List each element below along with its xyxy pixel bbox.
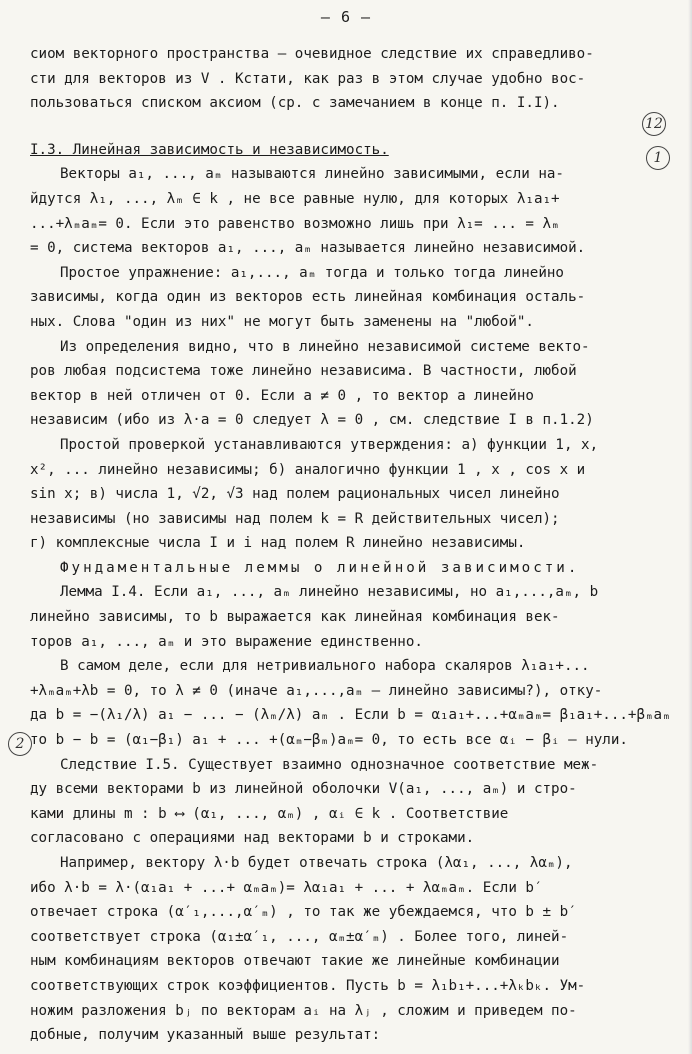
- text-line: торов a₁, ..., aₘ и это выражение единственно.: [30, 633, 423, 650]
- text-line: независим (ибо из λ·a = 0 следует λ = 0 , см. следствие I в п.1.2): [30, 412, 594, 429]
- text-line: независимы (но зависимы над полем k = R действительных чисел);: [30, 510, 560, 527]
- text-line: Простое упражнение: a₁,..., aₘ тогда и только тогда линейно: [60, 264, 564, 281]
- text-line: Векторы a₁, ..., aₘ называются линейно зависимыми, если на-: [60, 166, 564, 183]
- text-line: сти для векторов из V . Кстати, как раз в этом случае удобно вос-: [30, 70, 586, 87]
- paragraph-gap: [30, 116, 670, 138]
- text-line: вектор в ней отличен от 0. Если a ≠ 0 , то вектор a линейно: [30, 387, 534, 404]
- text-line: ками длины m : b ⟷ (α₁, ..., αₘ) , αᵢ ∈ k . Соответствие: [30, 805, 509, 822]
- text-line: йдутся λ₁, ..., λₘ ∈ k , не все равные нулю, для которых λ₁a₁+: [30, 190, 560, 207]
- text-line: В самом деле, если для нетривиального набора скаляров λ₁a₁+...: [60, 658, 590, 675]
- scan-edge: [688, 0, 692, 1054]
- text-line: ным комбинациям векторов отвечают такие же линейные комбинации: [30, 953, 560, 970]
- margin-mark: 1: [646, 146, 670, 170]
- text-line: соответствующих строк коэффициентов. Пусть b = λ₁b₁+...+λₖbₖ. Ум-: [30, 977, 586, 994]
- text-line: отвечает строка (α′₁,...,α′ₘ) , то так же убеждаемся, что b ± b′: [30, 904, 577, 921]
- text-line: ибо λ·b = λ·(α₁a₁ + ...+ αₘaₘ)= λα₁a₁ + ... + λαₘaₘ. Если b′: [30, 879, 543, 896]
- text-line: Фундаментальные леммы о линейной зависимости.: [60, 559, 580, 576]
- text-line: сиом векторного пространства – очевидное следствие их справедливо-: [30, 46, 594, 62]
- margin-mark: 2: [8, 732, 32, 756]
- text-line: да b = −(λ₁/λ) a₁ − ... − (λₘ/λ) aₘ . Если b = α₁a₁+...+αₘaₘ= β₁a₁+...+βₘaₘ: [30, 707, 671, 724]
- text-line: ров любая подсистема тоже линейно независима. В частности, любой: [30, 363, 577, 380]
- text-line: Например, вектору λ·b будет отвечать строка (λα₁, ..., λαₘ),: [60, 855, 573, 871]
- text-line: sin x; в) числа 1, √2, √3 над полем рациональных чисел линейно: [30, 486, 560, 503]
- page-number: – 6 –: [320, 8, 372, 26]
- text-line: г) комплексные числа I и i над полем R линейно независимы.: [30, 535, 526, 552]
- text-line: Следствие I.5. Существует взаимно однозначное соответствие меж-: [60, 756, 599, 773]
- text-line: согласовано с операциями над векторами b и строками.: [30, 830, 475, 847]
- text-line: ных. Слова "один из них" не могут быть заменены на "любой".: [30, 313, 534, 330]
- text-line: ножим разложения bⱼ по векторам aᵢ на λⱼ , сложим и приведем по-: [30, 1002, 577, 1019]
- margin-mark: 12: [642, 112, 666, 136]
- page-text: [30, 42, 670, 1048]
- text-line: то b − b = (α₁−β₁) a₁ + ... +(αₘ−βₘ)aₘ= 0, то есть все αᵢ − βᵢ – нули.: [30, 732, 628, 749]
- text-line: Лемма I.4. Если a₁, ..., aₘ линейно независимы, но a₁,...,aₘ, b: [60, 584, 599, 601]
- text-line: пользоваться списком аксиом (ср. с замечанием в конце п. I.I).: [30, 95, 560, 112]
- text-line: Простой проверкой устанавливаются утверждения: а) функции 1, x,: [60, 436, 599, 453]
- text-line: x², ... линейно независимы; б) аналогично функции 1 , x , cos x и: [30, 461, 586, 478]
- text-line: ду всеми векторами b из линейной оболочки V(a₁, ..., aₘ) и стро-: [30, 781, 577, 798]
- text-line: = 0, система векторов a₁, ..., aₘ называется линейно независимой.: [30, 240, 586, 257]
- text-line: соответствует строка (α₁±α′₁, ..., αₘ±α′ₘ) . Более того, линей-: [30, 928, 569, 945]
- section-heading: I.3. Линейная зависимость и независимость.: [30, 141, 389, 158]
- text-line: зависимы, когда один из векторов есть линейная комбинация осталь-: [30, 289, 586, 306]
- text-line: ...+λₘaₘ= 0. Если это равенство возможно лишь при λ₁= ... = λₘ: [30, 215, 560, 232]
- text-line: +λₘaₘ+λb = 0, то λ ≠ 0 (иначе a₁,...,aₘ – линейно зависимы?), отку-: [30, 682, 603, 699]
- text-line: линейно зависимы, то b выражается как линейная комбинация век-: [30, 609, 560, 626]
- text-line: добные, получим указанный выше результат:: [30, 1027, 381, 1044]
- text-line: Из определения видно, что в линейно независимой системе векто-: [60, 338, 590, 355]
